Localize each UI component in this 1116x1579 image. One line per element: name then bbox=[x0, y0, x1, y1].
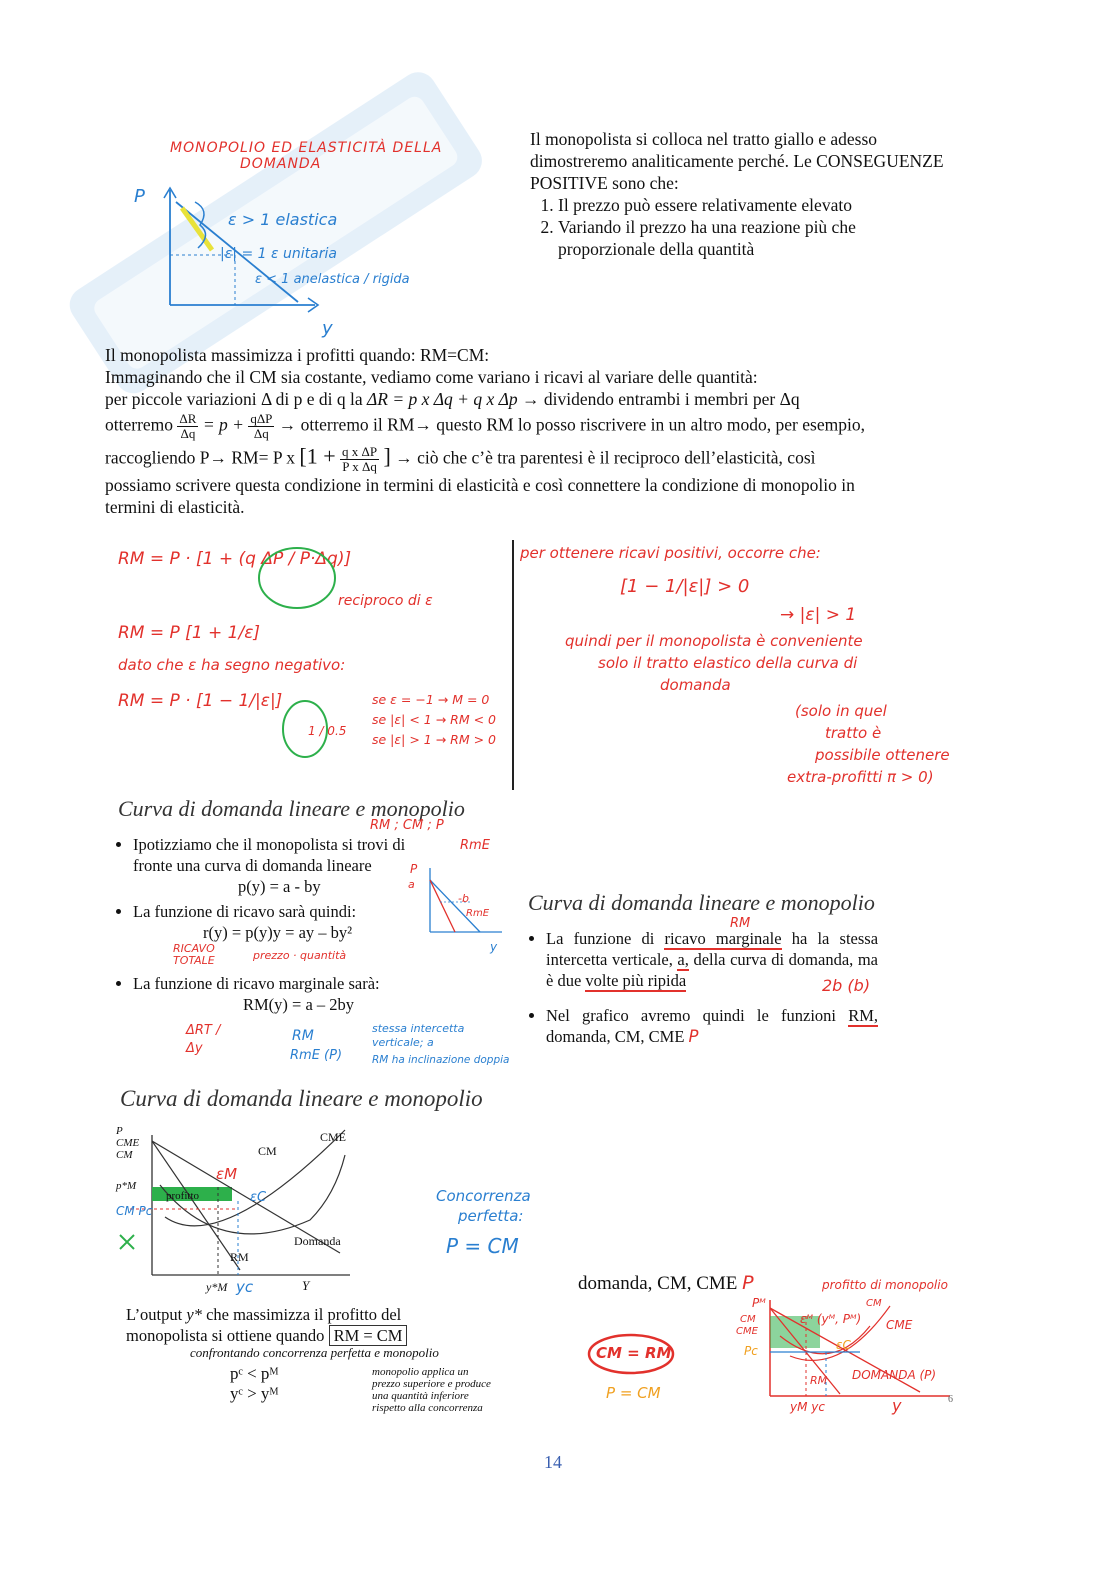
body-line5-a: raccogliendo P→ RM= P x bbox=[105, 447, 296, 468]
slide3-axis-p: P bbox=[116, 1125, 123, 1137]
slide2-b2b: domanda, CM, CME bbox=[546, 1027, 685, 1046]
fraction-qdp-dq bbox=[248, 412, 274, 441]
body-text bbox=[105, 344, 1005, 518]
notes-eq1: RM = P · [1 + (q ΔP / P·Δq)] bbox=[118, 549, 352, 569]
consequence-item: 1. Il prezzo può essere relativamente elevato bbox=[558, 194, 950, 216]
body-line4 bbox=[105, 412, 1005, 441]
slide1-mini-a: a bbox=[408, 878, 415, 891]
slide4-title-p: P bbox=[742, 1272, 754, 1294]
slide1-hand-row bbox=[133, 943, 435, 969]
slide4-cm-right: CM bbox=[866, 1298, 882, 1309]
graph1-axis-p: P bbox=[134, 186, 145, 207]
slide3-mono-notes bbox=[372, 1366, 491, 1414]
slide3-label-cme: CME bbox=[320, 1130, 347, 1144]
slide3-label-Y: Y bbox=[302, 1278, 310, 1293]
slide3-label-domanda: Domanda bbox=[294, 1234, 341, 1248]
slide1-note-doppio: RM ha inclinazione doppia bbox=[372, 1054, 510, 1066]
slide3-conc1: Concorrenza bbox=[436, 1187, 531, 1205]
slide4-number: 6 bbox=[948, 1394, 953, 1405]
slide3-concorrenza bbox=[436, 1186, 531, 1256]
body-line7: termini di elasticità. bbox=[105, 497, 245, 517]
slide3-mono4: rispetto alla concorrenza bbox=[372, 1402, 483, 1414]
notes-right-p1: (solo in quel bbox=[795, 702, 887, 720]
graph1-title bbox=[170, 140, 442, 172]
slide1-title: Curva di domanda lineare e monopolio bbox=[118, 796, 465, 821]
slide4-ec: εC bbox=[836, 1338, 851, 1352]
slide3-out-a: L’output bbox=[126, 1305, 183, 1324]
slide4-em: εᴹ (yᴹ, Pᴹ) bbox=[800, 1312, 862, 1326]
body-line3 bbox=[105, 388, 1005, 410]
body-line6: possiamo scrivere questa condizione in termini di elasticità e così connettere la condizione di monopolio in bbox=[105, 475, 855, 495]
notes-right-l3: solo il tratto elastico della curva di bbox=[598, 654, 858, 672]
slide2-b1a: La funzione di bbox=[546, 929, 655, 948]
slide4-rm: RM bbox=[810, 1374, 828, 1387]
body-line1: Il monopolista massimizza i profitti quando: RM=CM: bbox=[105, 345, 490, 365]
body-line5-b: → ciò che c’è tra parentesi è il reciproco dell’elasticità, così bbox=[395, 447, 816, 468]
slide1-note-drt: ΔRT / Δy bbox=[186, 1023, 221, 1056]
slide3-label-rm: RM bbox=[230, 1250, 249, 1264]
slide3-label-cmpc: CM Pc bbox=[116, 1204, 153, 1218]
slide4-p-cm: P = CM bbox=[606, 1384, 661, 1402]
notes-right-paren bbox=[520, 700, 990, 788]
slide3-label-ec: εC bbox=[250, 1190, 267, 1205]
slide1-note-rmep: RmE (P) bbox=[290, 1048, 343, 1063]
body-line4-b: → otterremo il RM→ questo RM lo posso riscrivere in un altro modo, per esempio, bbox=[278, 414, 865, 435]
slide4-cm-rm: CM = RM bbox=[596, 1344, 672, 1362]
slide1-formula-marginal: RM(y) = a – 2by bbox=[243, 995, 355, 1014]
slide1-mini-b: -b bbox=[458, 892, 469, 905]
slide2-b2a: Nel grafico avremo quindi le funzioni bbox=[546, 1006, 836, 1025]
slide3-title: Curva di domanda lineare e monopolio bbox=[120, 1086, 483, 1111]
slide3-mono1: monopolio applica un bbox=[372, 1366, 469, 1378]
body-line5 bbox=[105, 445, 1005, 474]
slide3-conc3: P = CM bbox=[446, 1234, 519, 1258]
notes-frac-small: 1 / 0.5 bbox=[308, 724, 347, 738]
slide2-title: Curva di domanda lineare e monopolio bbox=[528, 890, 875, 915]
slide1-note-rm-cm: RM ; CM ; P bbox=[370, 818, 444, 833]
slide1-body bbox=[115, 834, 435, 1019]
slide3-mono2: prezzo superiore e produce bbox=[372, 1378, 491, 1390]
slide1-b1a: Ipotizziamo che il monopolista si trovi di bbox=[133, 835, 406, 854]
label-unitary: |ε| = 1 ε unitaria bbox=[220, 246, 337, 262]
intro-paragraph bbox=[530, 128, 950, 260]
notes-eq3: RM = P · [1 − 1/|ε|] bbox=[118, 691, 283, 711]
slide3-mono3: una quantità inferiore bbox=[372, 1390, 469, 1402]
notes-right-p4: extra-profitti π > 0) bbox=[787, 768, 934, 786]
delta-r-formula: ΔR = p x Δq + q x Δp bbox=[367, 389, 518, 409]
notes-reciproco: reciproco di ε bbox=[338, 593, 433, 609]
slide3-yc-ym: yᶜ > yᴹ bbox=[230, 1384, 279, 1403]
slide1-list bbox=[115, 834, 435, 1015]
notes-right-l2: quindi per il monopolista è conveniente bbox=[565, 632, 863, 650]
notes-eq2: RM = P [1 + 1/ε] bbox=[118, 623, 261, 643]
slide3-axis-cme: CME bbox=[116, 1137, 140, 1149]
slide1-formula-revenue: r(y) = p(y)y = ay – by² bbox=[203, 923, 353, 942]
slide3-out-b: che massimizza il profitto del bbox=[206, 1305, 402, 1324]
notes-right-p2: tratto è bbox=[825, 724, 882, 742]
slide2-note-2b: 2b (b) bbox=[822, 976, 871, 995]
intro-text: Il monopolista si colloca nel tratto giallo e adesso dimostreremo analiticamente perché. Le CONSEGUENZE POSITIVE sono che: bbox=[530, 129, 944, 193]
slide4-pc: Pc bbox=[744, 1344, 758, 1358]
notes-case1: se ε = −1 → M = 0 bbox=[372, 692, 490, 707]
notes-right-l4: domanda bbox=[660, 676, 731, 694]
slide3-label-profitto: profitto bbox=[166, 1190, 199, 1202]
slide3-axis-label bbox=[116, 1125, 139, 1161]
graph1-title-line2: DOMANDA bbox=[240, 156, 322, 172]
slide3-out-box: RM = CM bbox=[329, 1325, 408, 1346]
notes-circle-abs-e bbox=[280, 698, 330, 760]
body-line3-b: → dividendo entrambi i membri per Δq bbox=[522, 389, 800, 409]
slide3-pc-pm: pᶜ < pᴹ bbox=[230, 1364, 279, 1383]
positive-consequences-list bbox=[498, 194, 950, 260]
notes-right-ineq: [1 − 1/|ε|] > 0 bbox=[620, 576, 750, 597]
slide1-bullet1 bbox=[133, 834, 435, 897]
notes-dato: dato che ε ha segno negativo: bbox=[118, 656, 346, 674]
slide3-out-line2 bbox=[126, 1325, 506, 1346]
slide3-out-c: monopolista si ottiene quando bbox=[126, 1326, 325, 1345]
body-line4-a: otterremo bbox=[105, 414, 174, 435]
slide1-b1b: fronte una curva di domanda lineare bbox=[133, 856, 372, 875]
slide3-conc2: perfetta: bbox=[458, 1207, 524, 1225]
notes-cases bbox=[372, 690, 496, 750]
page-number: 14 bbox=[544, 1452, 562, 1472]
label-elastic: ε > 1 elastica bbox=[228, 210, 338, 229]
slide2-b1c: stessa intercetta verticale, bbox=[546, 929, 879, 969]
slide4-domanda: DOMANDA (P) bbox=[852, 1368, 937, 1382]
bracket-close: ] bbox=[383, 443, 391, 469]
slide4-ym-yc: yM yc bbox=[790, 1400, 825, 1414]
fraction-den: P x Δq bbox=[342, 459, 377, 474]
slide1-bullet3 bbox=[133, 973, 435, 1015]
fraction-dr-dq bbox=[177, 412, 198, 441]
slide4-pm: Pᴹ bbox=[752, 1296, 766, 1310]
slide3-conf-notes bbox=[190, 1346, 560, 1360]
slide2-b1b: ha la bbox=[791, 929, 830, 948]
slide4-title bbox=[578, 1272, 754, 1295]
slide1-note-stessa: stessa intercetta verticale; a bbox=[372, 1022, 465, 1049]
notes-right-res: → |ε| > 1 bbox=[780, 605, 857, 625]
fraction-den: Δq bbox=[180, 426, 196, 441]
slide4-cme-left: CME bbox=[736, 1326, 758, 1337]
slide1-b3: La funzione di ricavo marginale sarà: bbox=[133, 974, 380, 993]
notes-case3: se |ε| > 1 → RM > 0 bbox=[372, 732, 496, 747]
slide4-profitto-label: profitto di monopolio bbox=[822, 1278, 948, 1292]
label-rigid: ε < 1 anelastica / rigida bbox=[255, 272, 410, 287]
slide3-label-pm: p*M bbox=[116, 1180, 137, 1192]
notes-right bbox=[520, 542, 990, 788]
notes-divider bbox=[512, 540, 514, 790]
slide2-b1d: della curva di bbox=[693, 950, 785, 969]
slide4-cm: CM bbox=[740, 1314, 756, 1325]
slide3-output-text bbox=[126, 1304, 506, 1346]
fraction-num: q x ΔP bbox=[342, 444, 378, 459]
fraction-elasticity bbox=[340, 445, 379, 474]
slide1-formula-demand: p(y) = a - by bbox=[238, 877, 321, 896]
fraction-num: ΔR bbox=[179, 411, 197, 426]
body-line3-a: per piccole variazioni Δ di p e di q la bbox=[105, 389, 363, 409]
slide4-y: y bbox=[892, 1396, 902, 1415]
notes-circle-reciprocal bbox=[255, 544, 340, 612]
slide2-rm: RM, bbox=[848, 1006, 878, 1025]
notes-case2: se |ε| < 1 → RM < 0 bbox=[372, 712, 496, 727]
slide1-mini-rme: RmE bbox=[466, 908, 490, 919]
slide4-title-text: domanda, CM, CME bbox=[578, 1273, 738, 1294]
slide2-p: P bbox=[688, 1027, 699, 1046]
slide2-volte-piu-ripida: volte più ripida bbox=[585, 971, 687, 990]
graph1-title-line1: MONOPOLIO ED ELASTICITÀ DELLA bbox=[170, 140, 443, 156]
notes-right-p3: possibile ottenere bbox=[815, 746, 950, 764]
bracket-open: [1 + bbox=[299, 443, 336, 469]
consequence-item: 2. Variando il prezzo ha una reazione più che proporzionale della quantità bbox=[558, 216, 950, 260]
slide3-label-em: εM bbox=[216, 1165, 238, 1183]
slide2-a: a, bbox=[677, 950, 689, 969]
slide1-mini-p: P bbox=[410, 862, 418, 876]
slide3-label-cm: CM bbox=[258, 1144, 277, 1158]
slide2-ricavo-marginale: ricavo marginale bbox=[664, 929, 782, 948]
slide1-ricavo-totale: RICAVO TOTALE bbox=[173, 942, 215, 967]
slide1-bullet2 bbox=[133, 901, 435, 969]
body-line4-eq: = p + bbox=[202, 414, 244, 435]
fraction-num: qΔP bbox=[250, 411, 273, 426]
slide4-cme-right: CME bbox=[886, 1318, 913, 1332]
slide1-note-rm: RM bbox=[292, 1028, 314, 1044]
notes-right-l1: per ottenere ricavi positivi, occorre che: bbox=[520, 544, 821, 562]
slide3-conf: confrontando concorrenza perfetta e monopolio bbox=[190, 1345, 439, 1360]
slide3-out-y: y* bbox=[186, 1305, 202, 1324]
slide1-note-rme: RmE bbox=[460, 838, 490, 853]
slide3-label-ym: y*M bbox=[206, 1280, 228, 1294]
body-line2: Immaginando che il CM sia costante, vediamo come variano i ricavi al variare delle quantità: bbox=[105, 367, 758, 387]
slide1-prezzo-quantita: prezzo · quantità bbox=[253, 949, 347, 962]
slide2-bullet2 bbox=[546, 1005, 878, 1047]
slide3-axis-cm: CM bbox=[116, 1149, 133, 1161]
slide2-b1e: domanda, ma è due bbox=[546, 950, 878, 990]
slide3-comparison bbox=[200, 1364, 279, 1404]
slide3-out-line1 bbox=[126, 1304, 506, 1325]
slide1-mini-y: y bbox=[490, 940, 498, 954]
slide1-b2: La funzione di ricavo sarà quindi: bbox=[133, 902, 357, 921]
fraction-den: Δq bbox=[253, 426, 269, 441]
slide2-note-rm: RM bbox=[730, 916, 751, 931]
slide3-label-yc: yc bbox=[236, 1278, 254, 1296]
graph1-axis-y: y bbox=[322, 318, 333, 339]
